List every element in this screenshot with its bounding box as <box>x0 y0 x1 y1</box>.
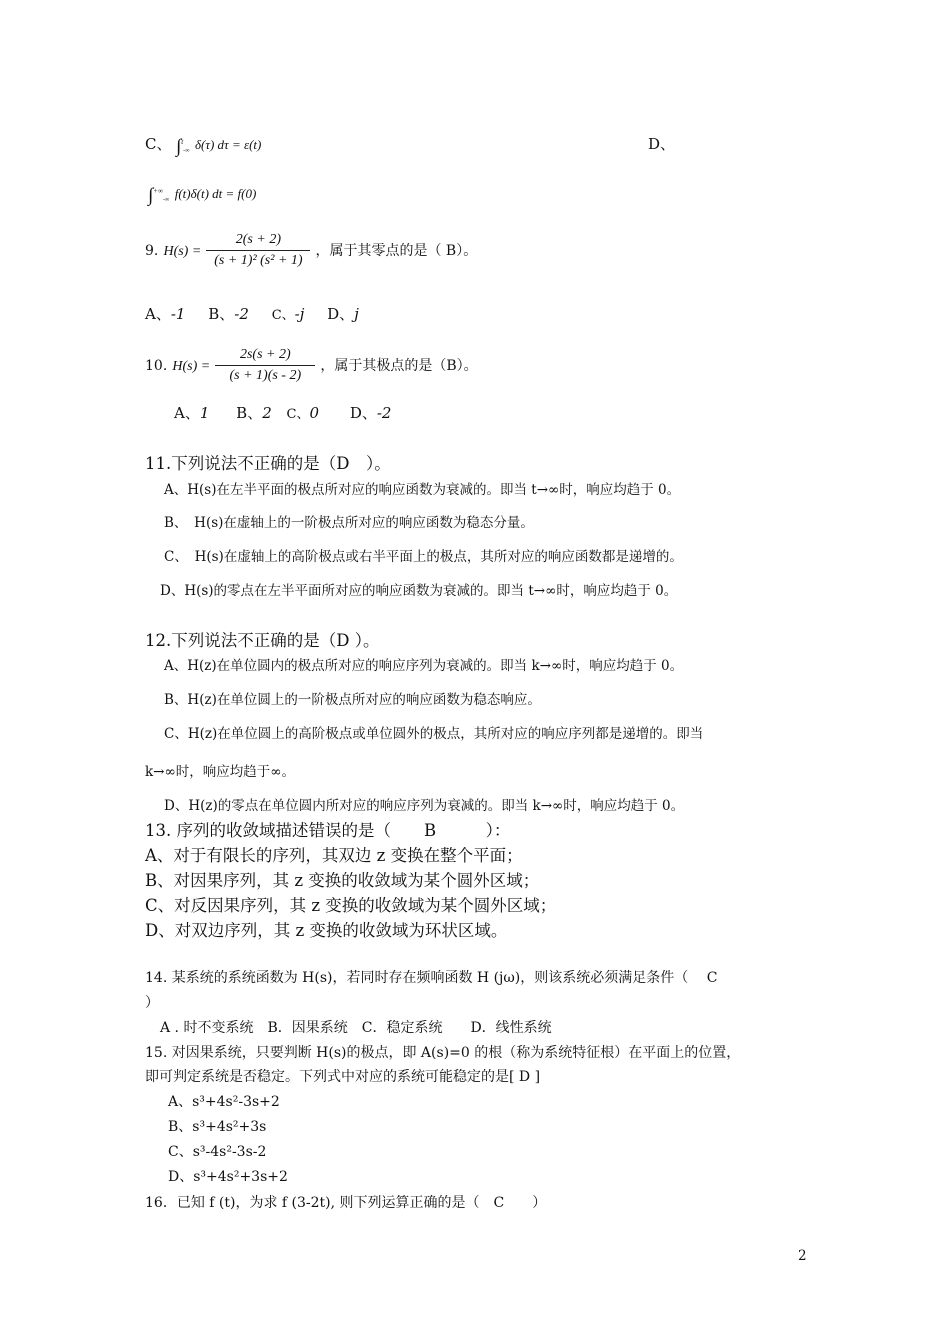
q13-option-d: D、对双边序列，其 z 变换的收敛域为环状区域。 <box>145 921 508 940</box>
question-10: 10. H(s) = $\frac{2s(s + 2)}{(s + 1)(s - 2)}$ ，属于其极点的是（B）。 <box>145 347 478 383</box>
q11-title: 11.下列说法不正确的是（D ）。 <box>145 454 391 473</box>
q12-option-c-line1: C、H(z)在单位圆上的高阶极点或单位圆外的极点，其所对应的响应序列都是递增的。即当 <box>164 726 704 742</box>
q11-option-a: A、H(s)在左半平面的极点所对应的响应函数为衰减的。即当 t→∞时，响应均趋于 0。 <box>164 482 681 498</box>
q14-line2: ） <box>145 995 159 1011</box>
q15-option-a: A、s³+4s²-3s+2 <box>168 1094 280 1110</box>
q9-options: A、-1 B、-2 C、-j D、j <box>145 305 359 323</box>
q15-option-d: D、s³+4s²+3s+2 <box>168 1169 288 1185</box>
q13-option-b: B、对因果序列，其 z 变换的收敛域为某个圆外区域； <box>145 871 540 890</box>
q12-title: 12.下列说法不正确的是（D ）。 <box>145 631 380 650</box>
formula-d: $\int^{+\infty}_{-\infty}$ f(t)δ(t) dt = f(0) <box>148 185 257 206</box>
q12-option-b: B、H(z)在单位圆上的一阶极点所对应的响应函数为稳态响应。 <box>164 692 541 708</box>
q11-option-b: B、 H(s)在虚轴上的一阶极点所对应的响应函数为稳态分量。 <box>164 515 534 531</box>
q15-option-b: B、s³+4s²+3s <box>168 1119 267 1135</box>
q13-title: 13. 序列的收敛域描述错误的是（ B ）： <box>145 821 511 840</box>
q13-option-a: A、对于有限长的序列，其双边 z 变换在整个平面； <box>145 846 523 865</box>
q15-line1: 15. 对因果系统，只要判断 H(s)的极点，即 A(s)=0 的根（称为系统特征根）在平面上的位置， <box>145 1045 741 1061</box>
q11-option-c: C、 H(s)在虚轴上的高阶极点或右半平面上的极点，其所对应的响应函数都是递增的。 <box>164 549 683 565</box>
q15-option-c: C、s³-4s²-3s-2 <box>168 1144 267 1160</box>
q14-line1: 14. 某系统的系统函数为 H(s)，若同时存在频响函数 H (jω)，则该系统必须满足条件（ C <box>145 970 718 986</box>
q16-text: 16．已知 f (t)，为求 f (3-2t), 则下列运算正确的是（ C ） <box>145 1195 547 1211</box>
q10-options: A、1 B、2 C、0 D、-2 <box>174 404 392 422</box>
q12-option-c-line2: k→∞时，响应均趋于∞。 <box>145 764 295 780</box>
question-9: 9. H(s) = $\frac{2(s + 2)}{\text{(s + 1)² (s² + 1)}}$ ，属于其零点的是（ B）。 <box>145 232 478 268</box>
q13-option-c: C、对反因果序列，其 z 变换的收敛域为某个圆外区域； <box>145 896 557 915</box>
q14-options: A . 时不变系统 B．因果系统 C．稳定系统 D．线性系统 <box>160 1020 552 1036</box>
q15-line2: 即可判定系统是否稳定。下列式中对应的系统可能稳定的是[ D ] <box>145 1069 541 1085</box>
page-number: 2 <box>798 1248 807 1264</box>
formula-c: ∫$^t_{-\infty}$ δ(τ) dτ = ε(t) <box>176 136 262 157</box>
option-c-label: C、 <box>145 135 172 153</box>
q12-option-a: A、H(z)在单位圆内的极点所对应的响应序列为衰减的。即当 k→∞时，响应均趋于 0。 <box>164 658 684 674</box>
q10-fraction: $\frac{2s(s + 2)}{(s + 1)(s - 2)}$ <box>215 347 315 384</box>
q12-option-d: D、H(z)的零点在单位圆内所对应的响应序列为衰减的。即当 k→∞时，响应均趋于 0。 <box>164 798 685 814</box>
option-d-label: D、 <box>648 135 676 153</box>
q11-option-d: D、H(s)的零点在左半平面所对应的响应函数为衰减的。即当 t→∞时，响应均趋于 0。 <box>160 583 678 599</box>
q9-fraction: $\frac{2(s + 2)}{\text{(s + 1)² (s² + 1)}}$ <box>206 232 310 269</box>
